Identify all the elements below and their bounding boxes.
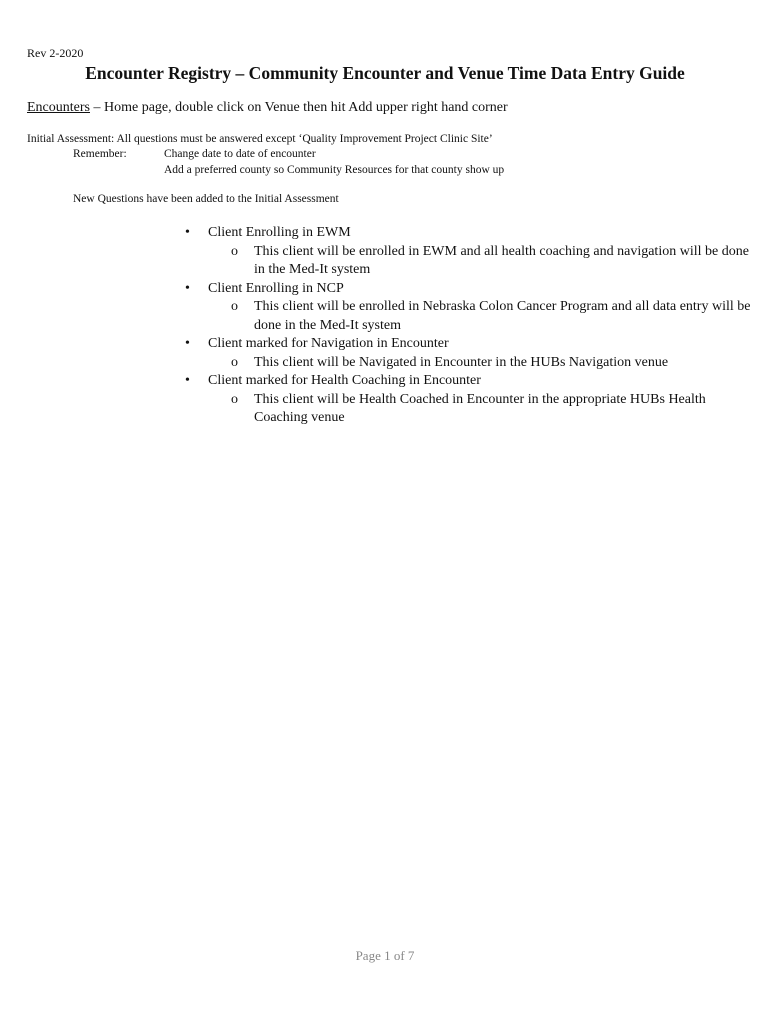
circle-bullet-icon: o [231,391,238,407]
encounters-instruction [27,100,508,116]
list-item-label: Client marked for Health Coaching in Encounter [208,373,481,388]
remember-label: Remember: [73,148,127,160]
remember-item-1: Change date to date of encounter [164,148,316,160]
sub-list-item-text: This client will be Navigated in Encounter in the HUBs Navigation venue [254,354,669,370]
sub-list-item [185,298,755,335]
encounters-text: – Home page, double click on Venue then hit Add upper right hand corner [89,100,508,115]
list-item [185,280,755,299]
list-item-label: Client Enrolling in NCP [208,280,344,296]
revision-label: Rev 2-2020 [27,46,84,60]
circle-bullet-icon: o [231,354,238,370]
initial-assessment-line: Initial Assessment: All questions must be answered except ‘Quality Improvement Project Clinic Site’ [27,133,493,145]
bullet-icon: • [185,225,190,240]
list-item [185,372,755,391]
sub-list-item [185,354,755,373]
bullet-icon: • [185,336,190,351]
list-item-label: Client Enrolling in EWM [208,225,351,240]
sub-list-item-text: This client will be Health Coached in Encounter in the appropriate HUBs Health Coaching venue [254,391,706,425]
document-title: Encounter Registry – Community Encounter and Venue Time Data Entry Guide [85,63,685,83]
circle-bullet-icon: o [231,299,238,314]
list-item [185,335,755,354]
new-questions-note: New Questions have been added to the Initial Assessment [73,193,339,205]
bullet-icon: • [185,280,190,296]
page-number: Page 1 of 7 [355,948,415,963]
sub-list-item-text: This client will be enrolled in EWM and all health coaching and navigation will be done in the Med-It system [254,243,749,277]
sub-list-item [185,243,755,280]
list-item [185,224,755,243]
bullet-list [185,224,755,428]
encounters-label: Encounters [27,100,90,115]
sub-list-item-text: This client will be enrolled in Nebraska Colon Cancer Program and all data entry will be done in the Med-It system [254,299,751,333]
remember-item-2: Add a preferred county so Community Resources for that county show up [164,164,505,176]
list-item-label: Client marked for Navigation in Encounter [208,336,449,351]
bullet-icon: • [185,373,190,388]
sub-list-item [185,391,755,428]
circle-bullet-icon: o [231,243,238,259]
